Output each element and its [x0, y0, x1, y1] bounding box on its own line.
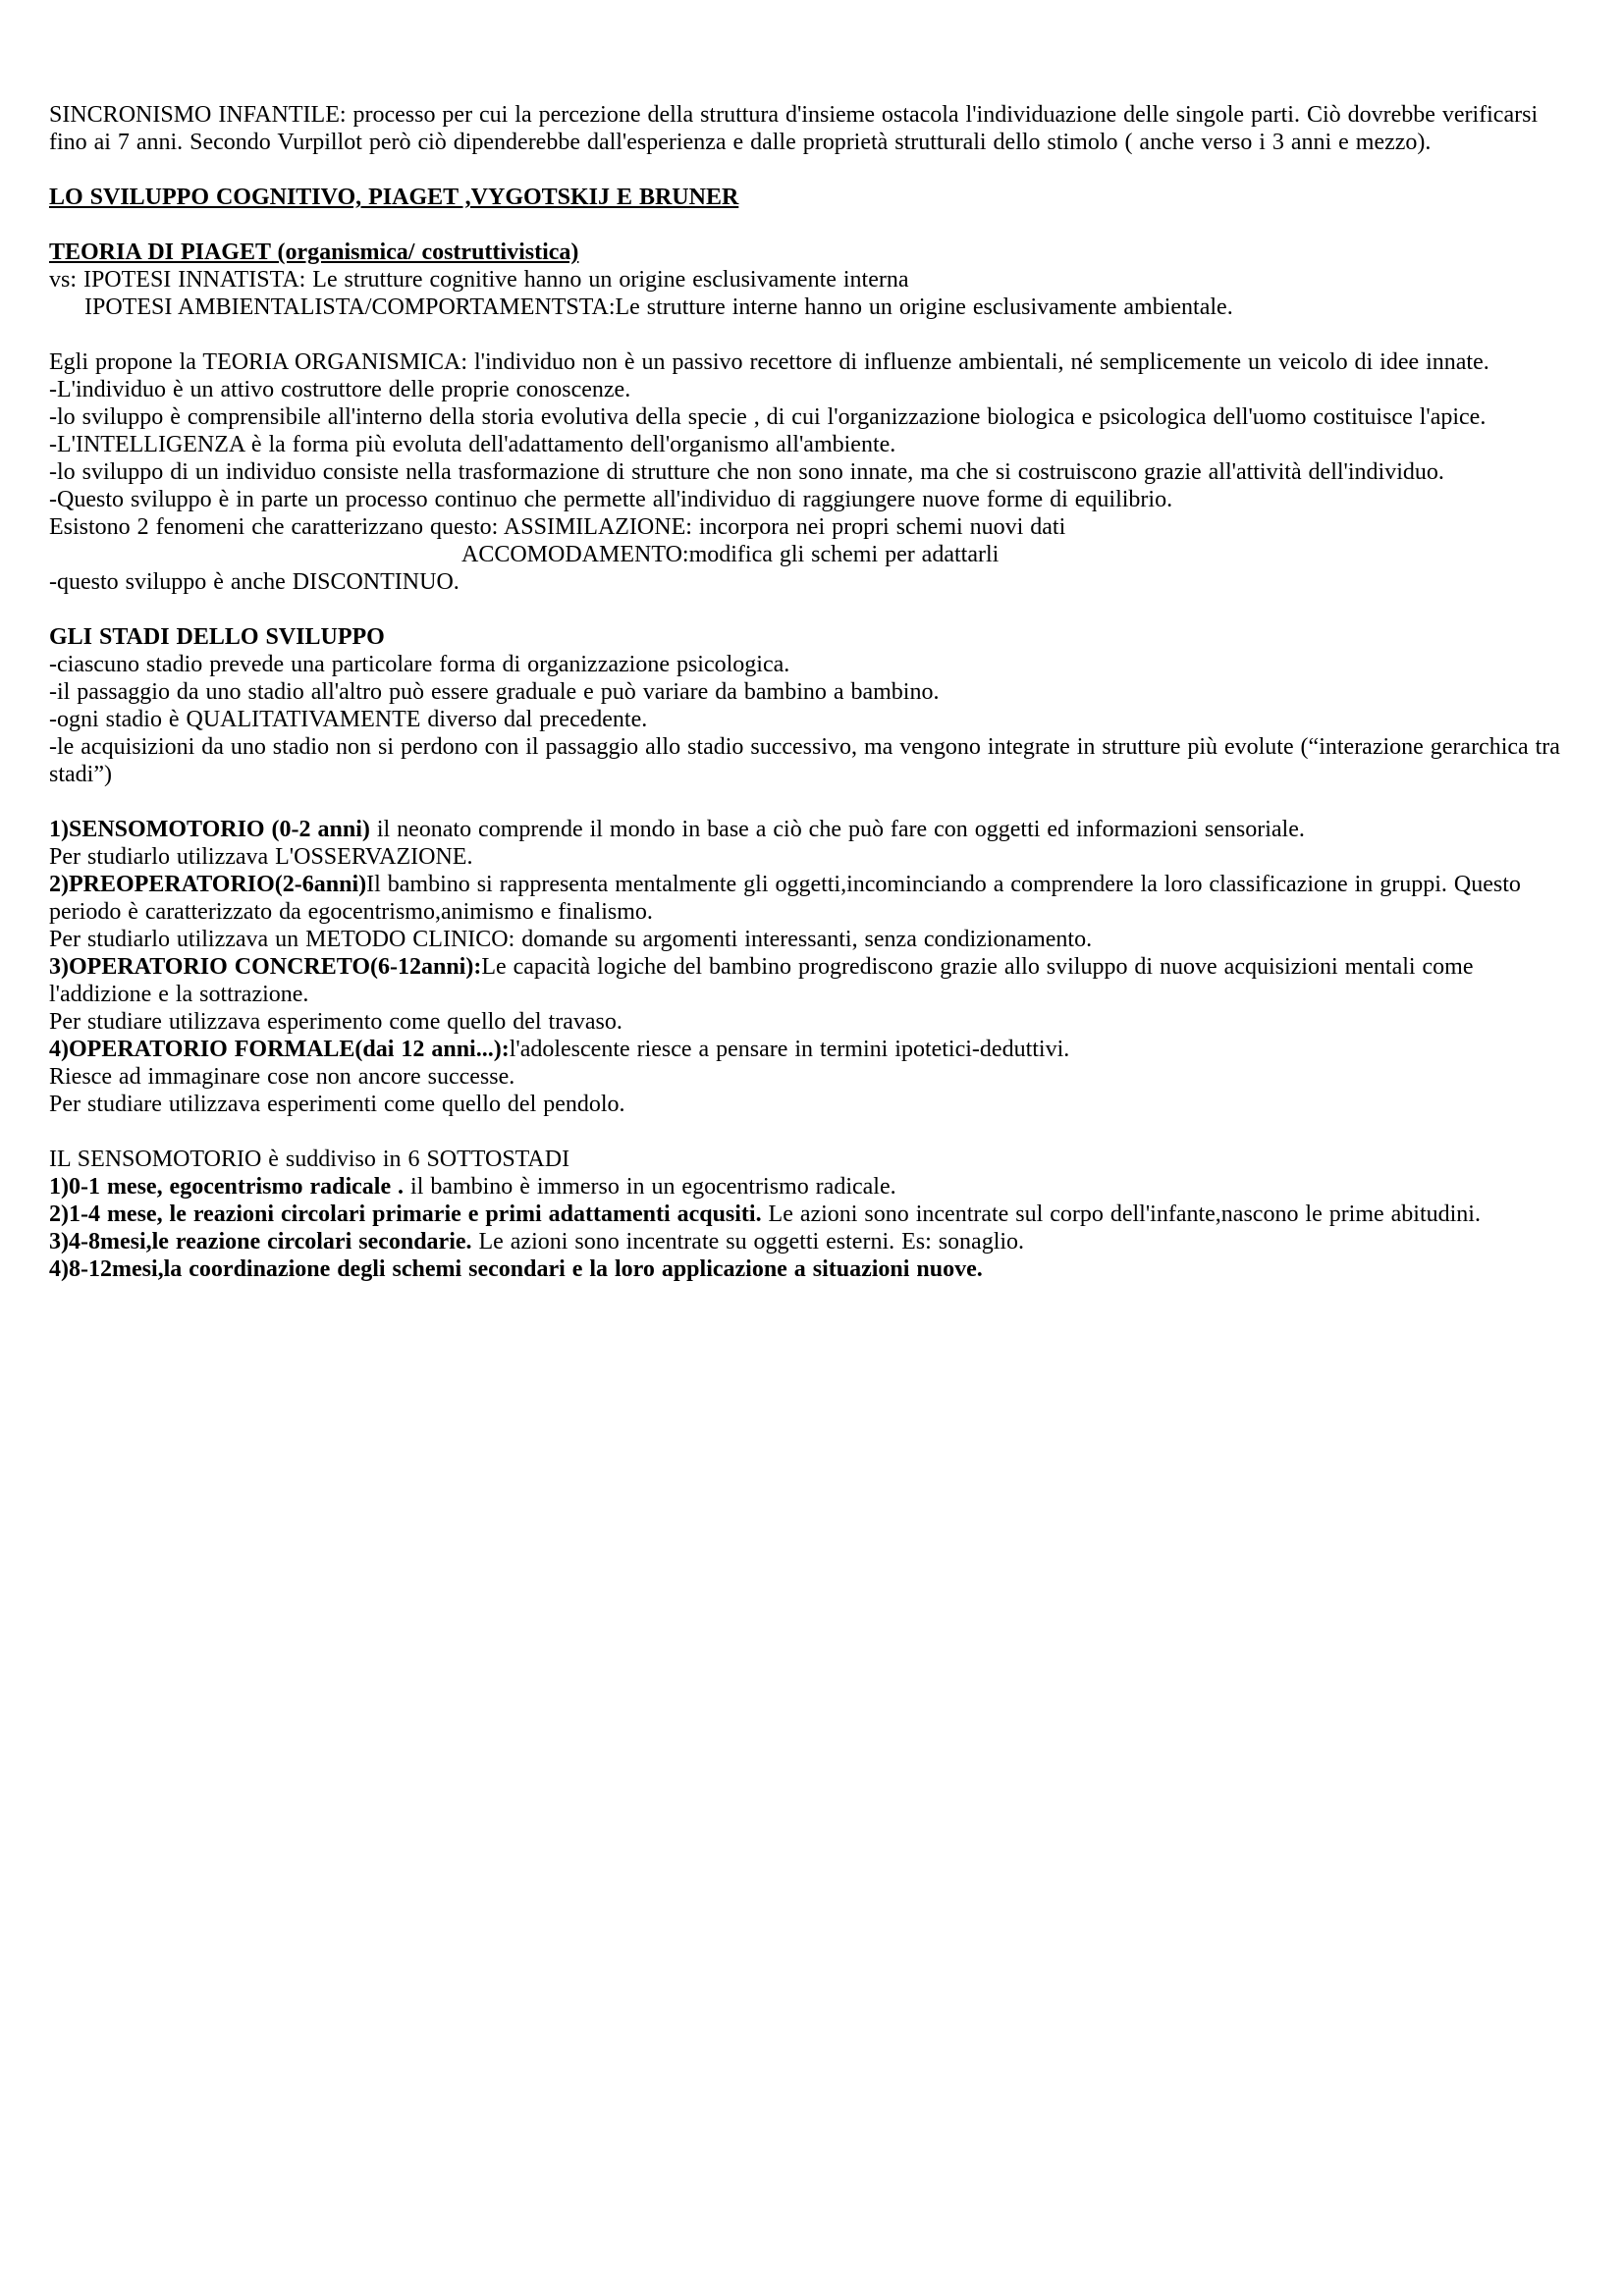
text-run: Le capacità logiche del bambino progrediscono grazie allo sviluppo di nuove acquisizioni mentali come l'addizione e la sottrazione. — [49, 954, 1474, 1007]
heading-subsection — [49, 239, 1569, 266]
paragraph — [49, 101, 1569, 156]
heading-bold — [49, 623, 1569, 651]
text-run: l'adolescente riesce a pensare in termini ipotetici-deduttivi. — [509, 1037, 1070, 1062]
paragraph — [49, 843, 1569, 871]
text-run: Per studiare utilizzava esperimenti come quello del pendolo. — [49, 1092, 625, 1117]
text-run: 4)OPERATORIO FORMALE(dai 12 anni...): — [49, 1037, 510, 1062]
text-run: TEORIA DI PIAGET (organismica/ costruttivistica) — [49, 240, 579, 265]
blank-line — [49, 321, 1569, 348]
blank-line — [49, 211, 1569, 239]
text-run: 1)0-1 mese, egocentrismo radicale . — [49, 1174, 405, 1200]
paragraph — [49, 376, 1569, 403]
text-run: -L'individuo è un attivo costruttore delle proprie conoscenze. — [49, 377, 631, 402]
text-run: -lo sviluppo è comprensibile all'interno della storia evolutiva della specie , di cui l'organizzazione biologica e psicologica dell'uomo costituisce l'apice. — [49, 404, 1487, 430]
text-run: il bambino è immerso in un egocentrismo radicale. — [404, 1174, 896, 1200]
text-run: LO SVILUPPO COGNITIVO, PIAGET ,VYGOTSKIJ E BRUNER — [49, 185, 739, 210]
paragraph — [49, 926, 1569, 953]
paragraph — [49, 1173, 1569, 1201]
blank-line — [49, 1118, 1569, 1146]
text-run: SINCRONISMO INFANTILE: processo per cui la percezione della struttura d'insieme ostacola l'individuazione delle singole parti. Ciò dovrebbe verificarsi fino ai 7 anni. Secondo Vurpillot però ciò dipenderebbe dall'esperienza e dalle proprietà strutturali dello stimolo ( anche verso i 3 anni e mezzo). — [49, 102, 1539, 155]
paragraph — [49, 1228, 1569, 1255]
paragraph — [49, 486, 1569, 513]
paragraph — [49, 458, 1569, 486]
text-run: 2)1-4 mese, le reazioni circolari primarie e primi adattamenti acqusiti. — [49, 1201, 762, 1227]
paragraph — [49, 294, 1569, 321]
paragraph — [49, 953, 1569, 1008]
text-run: -le acquisizioni da uno stadio non si perdono con il passaggio allo stadio successivo, ma vengono integrate in strutture più evolute (“interazione gerarchica tra stadi”) — [49, 734, 1560, 787]
text-run: -Questo sviluppo è in parte un processo continuo che permette all'individuo di raggiungere nuove forme di equilibrio. — [49, 487, 1173, 512]
text-run: Per studiarlo utilizzava L'OSSERVAZIONE. — [49, 844, 473, 870]
text-run: Egli propone la TEORIA ORGANISMICA: l'individuo non è un passivo recettore di influenze ambientali, né semplicemente un veicolo di idee innate. — [49, 349, 1489, 375]
paragraph — [49, 568, 1569, 596]
text-run: Per studiare utilizzava esperimento come quello del travaso. — [49, 1009, 622, 1035]
text-run: IPOTESI AMBIENTALISTA/COMPORTAMENTSTA:Le strutture interne hanno un origine esclusivamente ambientale. — [84, 294, 1233, 320]
paragraph — [49, 431, 1569, 458]
paragraph — [49, 733, 1569, 788]
text-run: Il bambino si rappresenta mentalmente gli oggetti,incominciando a comprendere la loro classificazione in gruppi. Questo periodo è caratterizzato da egocentrismo,animismo e finalismo. — [49, 872, 1521, 925]
text-run: il neonato comprende il mondo in base a ciò che può fare con oggetti ed informazioni sensoriale. — [369, 817, 1305, 842]
text-run: -lo sviluppo di un individuo consiste nella trasformazione di strutture che non sono innate, ma che si costruiscono grazie all'attività dell'individuo. — [49, 459, 1444, 485]
paragraph — [49, 1146, 1569, 1173]
text-run: Per studiarlo utilizzava un METODO CLINICO: domande su argomenti interessanti, senza condizionamento. — [49, 927, 1093, 952]
text-run: ACCOMODAMENTO:modifica gli schemi per adattarli — [461, 542, 1000, 567]
paragraph — [49, 816, 1569, 843]
paragraph — [49, 513, 1569, 541]
paragraph — [49, 706, 1569, 733]
paragraph — [49, 1255, 1569, 1283]
text-run: -questo sviluppo è anche DISCONTINUO. — [49, 569, 460, 595]
text-run: -ciascuno stadio prevede una particolare forma di organizzazione psicologica. — [49, 652, 790, 677]
paragraph — [49, 1008, 1569, 1036]
paragraph — [49, 871, 1569, 926]
text-run: -il passaggio da uno stadio all'altro può essere graduale e può variare da bambino a bambino. — [49, 679, 940, 705]
paragraph — [49, 651, 1569, 678]
paragraph — [49, 348, 1569, 376]
paragraph — [49, 678, 1569, 706]
text-run: 3)4-8mesi,le reazione circolari secondarie. — [49, 1229, 472, 1255]
text-run: 2)PREOPERATORIO(2-6anni) — [49, 872, 367, 897]
paragraph — [49, 541, 1569, 568]
paragraph — [49, 1091, 1569, 1118]
text-run: 3)OPERATORIO CONCRETO(6-12anni): — [49, 954, 482, 980]
heading-section — [49, 184, 1569, 211]
text-run: Riesce ad immaginare cose non ancore successe. — [49, 1064, 515, 1090]
paragraph — [49, 1201, 1569, 1228]
blank-line — [49, 156, 1569, 184]
paragraph — [49, 1036, 1569, 1063]
blank-line — [49, 788, 1569, 816]
paragraph — [49, 266, 1569, 294]
text-run: -L'INTELLIGENZA è la forma più evoluta dell'adattamento dell'organismo all'ambiente. — [49, 432, 896, 457]
text-run: 1)SENSOMOTORIO (0-2 anni) — [49, 817, 370, 842]
text-run: IL SENSOMOTORIO è suddiviso in 6 SOTTOSTADI — [49, 1147, 570, 1172]
paragraph — [49, 1063, 1569, 1091]
text-run: 4)8-12mesi,la coordinazione degli schemi secondari e la loro applicazione a situazioni nuove. — [49, 1256, 983, 1282]
text-run: Esistono 2 fenomeni che caratterizzano questo: ASSIMILAZIONE: incorpora nei propri schemi nuovi dati — [49, 514, 1066, 540]
text-run: Le azioni sono incentrate sul corpo dell'infante,nascono le prime abitudini. — [761, 1201, 1481, 1227]
paragraph — [49, 403, 1569, 431]
document-content — [49, 101, 1569, 1283]
text-run: vs: IPOTESI INNATISTA: Le strutture cognitive hanno un origine esclusivamente interna — [49, 267, 909, 293]
text-run: Le azioni sono incentrate su oggetti esterni. Es: sonaglio. — [471, 1229, 1025, 1255]
text-run: -ogni stadio è QUALITATIVAMENTE diverso dal precedente. — [49, 707, 648, 732]
text-run: GLI STADI DELLO SVILUPPO — [49, 624, 385, 650]
blank-line — [49, 596, 1569, 623]
